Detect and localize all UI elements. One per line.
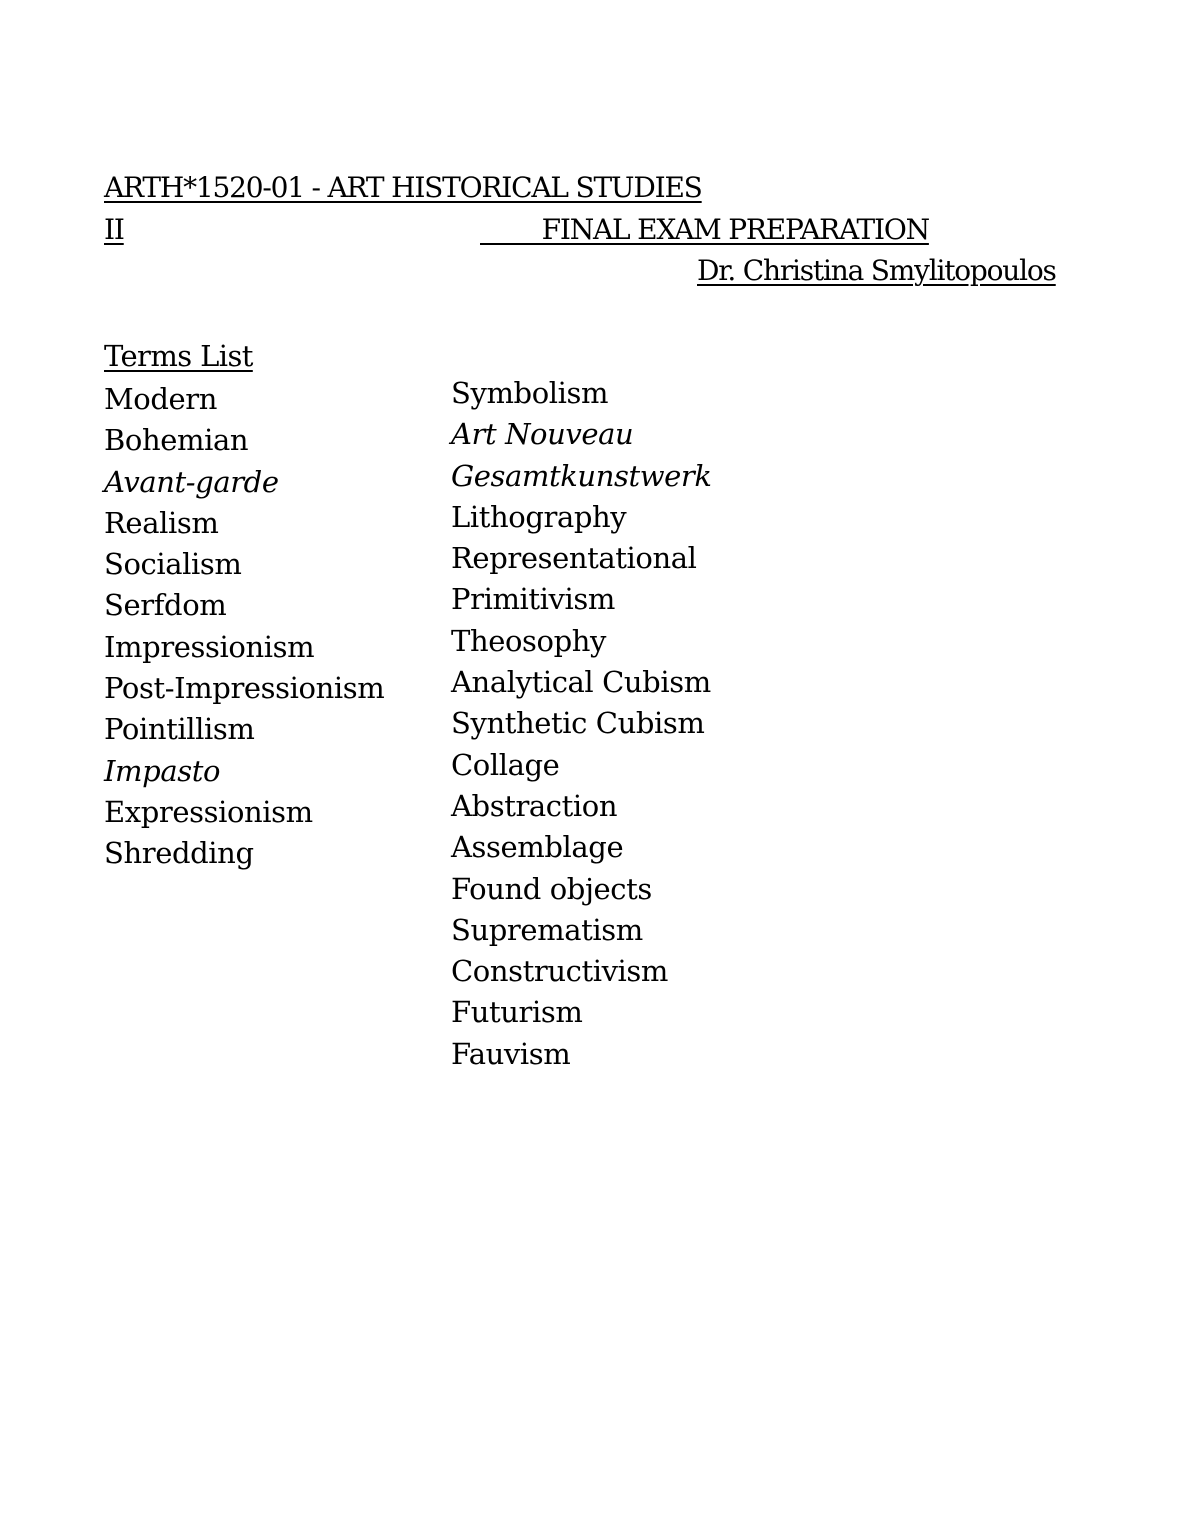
term-item: Constructivism [451, 954, 669, 989]
term-item: Collage [451, 747, 560, 782]
term-item: Found objects [451, 871, 652, 906]
term-item: Representational [451, 541, 697, 576]
term-item: Realism [104, 505, 219, 540]
term-item: Assemblage [451, 830, 624, 865]
term-item: Abstraction [451, 788, 618, 823]
term-item: Fauvism [451, 1036, 571, 1071]
instructor-name: Dr. Christina Smylitopoulos [697, 254, 1056, 287]
term-item: Futurism [451, 995, 583, 1030]
term-item: Impasto [104, 753, 221, 788]
term-item: Shredding [104, 836, 254, 871]
terms-column-1 [104, 380, 384, 876]
exam-title: FINAL EXAM PREPARATION [480, 213, 929, 246]
term-item: Synthetic Cubism [451, 706, 705, 741]
course-title-line-2: II [104, 213, 124, 246]
term-item: Bohemian [104, 423, 249, 458]
term-item: Analytical Cubism [451, 665, 711, 700]
term-item: Expressionism [104, 794, 313, 829]
term-item: Suprematism [451, 912, 643, 947]
term-item: Avant-garde [104, 464, 279, 499]
term-item: Modern [104, 382, 218, 416]
term-item: Symbolism [451, 376, 609, 410]
term-item: Pointillism [104, 712, 255, 747]
term-item: Lithography [451, 499, 627, 534]
term-item: Art Nouveau [451, 417, 634, 452]
term-item: Impressionism [104, 629, 315, 664]
term-item: Socialism [104, 547, 242, 582]
term-item: Theosophy [451, 623, 607, 658]
course-title-line-1: ARTH*1520-01 - ART HISTORICAL STUDIES [104, 171, 702, 204]
term-item: Post-Impressionism [104, 671, 385, 706]
term-item: Primitivism [451, 582, 615, 617]
term-item: Gesamtkunstwerk [451, 458, 712, 493]
term-item: Serfdom [104, 588, 227, 623]
terms-column-2 [451, 374, 712, 1076]
terms-list-heading: Terms List [104, 339, 253, 373]
